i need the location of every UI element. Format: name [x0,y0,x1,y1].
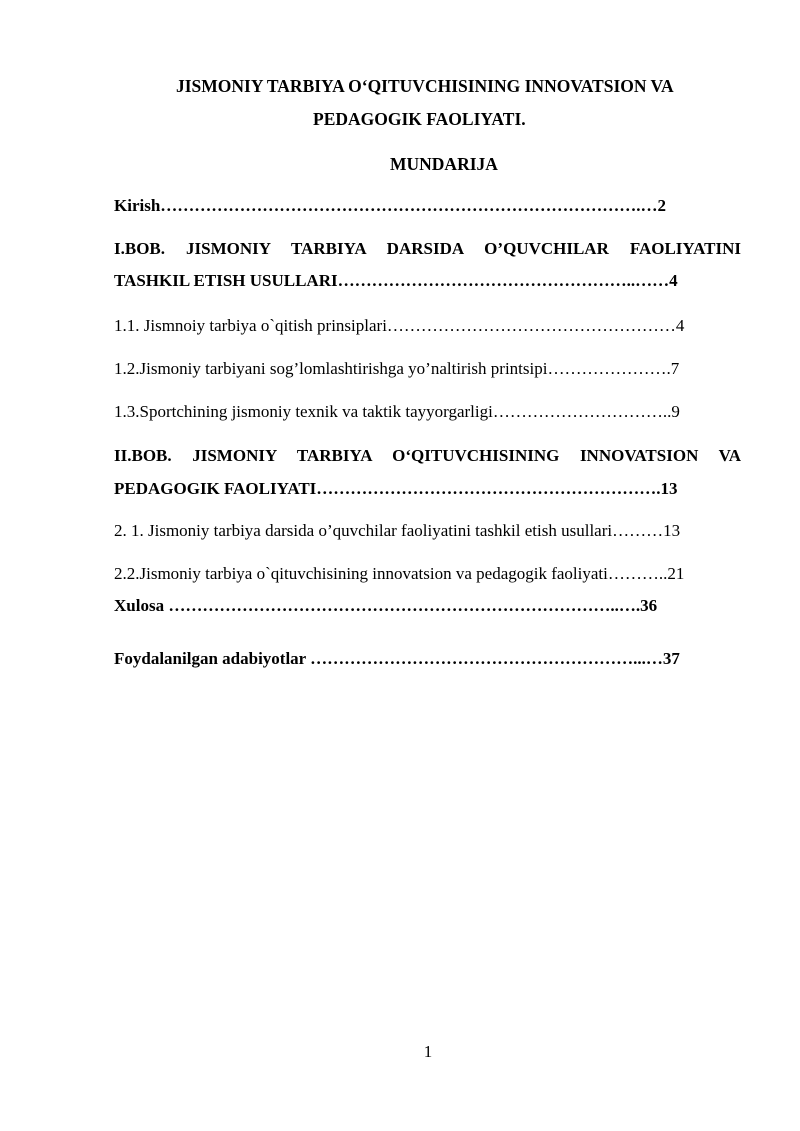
toc-entry-section-1-1: 1.1. Jismnoiy tarbiya o`qitish prinsiplari……………………………………………4 [114,316,685,335]
toc-entry-chapter-1-line-1: I.BOB. JISMONIY TARBIYA DARSIDA O’QUVCHILAR FAOLIYATINI [114,239,741,258]
toc-entry-section-2-2: 2.2.Jismoniy tarbiya o`qituvchisining innovatsion va pedagogik faoliyati………..21 [114,564,685,583]
document-title-line-1: JISMONIY TARBIYA O‘QITUVCHISINING INNOVATSION VA [176,76,674,96]
toc-entry-adabiyotlar: Foydalanilgan adabiyotlar …………………………………………………...…37 [114,649,680,668]
page-number: 1 [423,1042,433,1061]
toc-entry-chapter-2-line-1: II.BOB. JISMONIY TARBIYA O‘QITUVCHISINING INNOVATSION VA [114,446,741,465]
document-title-line-2: PEDAGOGIK FAOLIYATI. [313,109,526,129]
toc-entry-section-2-1: 2. 1. Jismoniy tarbiya darsida o’quvchilar faoliyatini tashkil etish usullari………13 [114,521,681,540]
toc-entry-xulosa: Xulosa ……………………………………………………………………..….36 [114,596,658,615]
toc-entry-section-1-3: 1.3.Sportchining jismoniy texnik va taktik tayyorgarligi…………………………..9 [114,402,680,421]
toc-entry-kirish: Kirish………………………………………………………………………….…2 [114,196,667,215]
toc-entry-chapter-1-line-2: TASHKIL ETISH USULLARI……………………………………………..……4 [114,271,678,290]
toc-entry-section-1-2: 1.2.Jismoniy tarbiyani sog’lomlashtirishga yo’naltirish printsipi………………….7 [114,359,680,378]
toc-entry-chapter-2-line-2: PEDAGOGIK FAOLIYATI…………………………………………………….13 [114,479,678,498]
toc-heading: MUNDARIJA [390,154,498,174]
